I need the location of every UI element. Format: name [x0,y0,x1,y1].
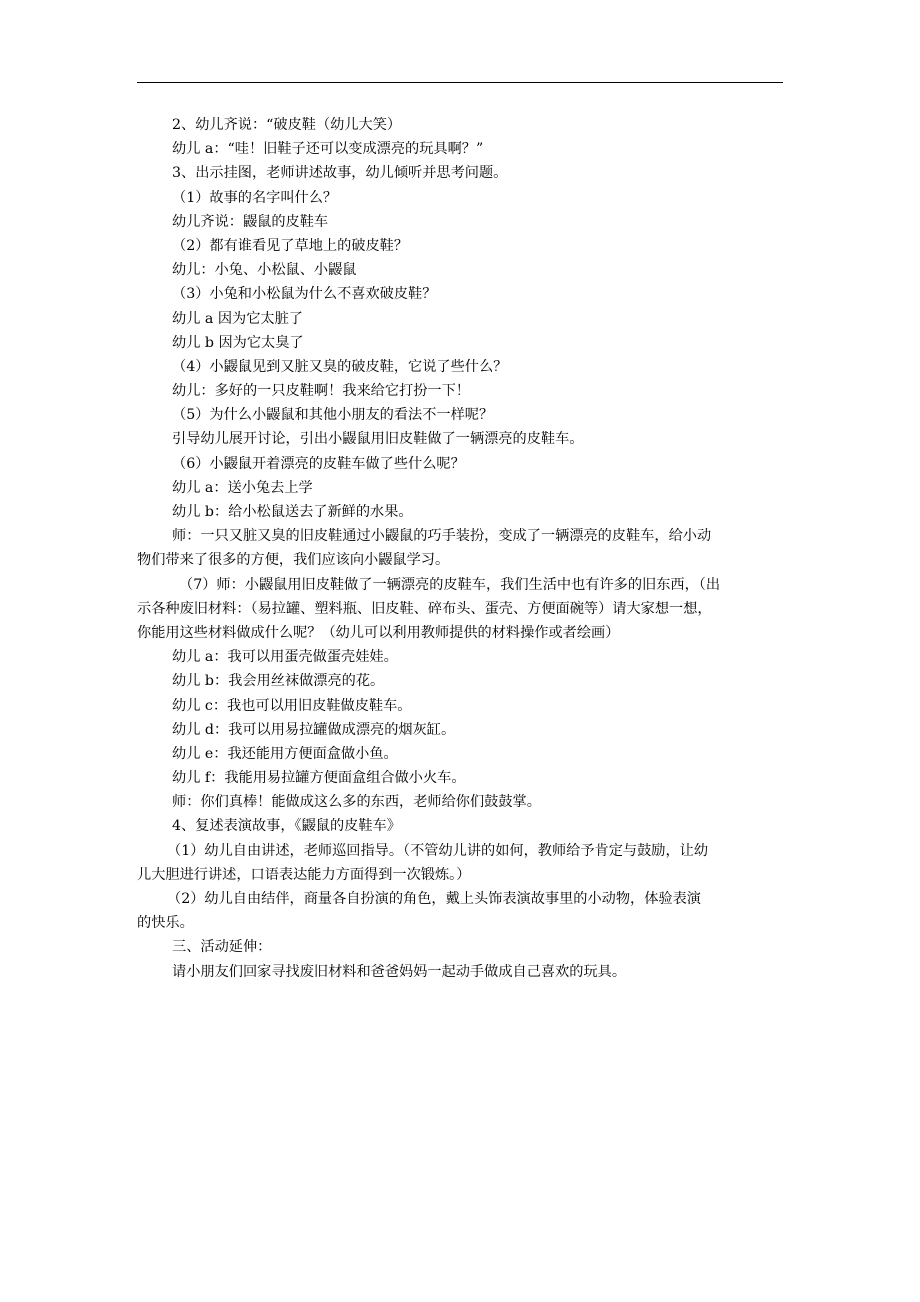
text-line: 2、幼儿齐说：“破皮鞋（幼儿大笑） [172,117,402,133]
text-line: 请小朋友们回家寻找废旧材料和爸爸妈妈一起动手做成自己喜欢的玩具。 [172,963,627,980]
text-line: 幼儿：小兔、小松鼠、小鼹鼠 [172,262,357,279]
text-line: （2）幼儿自由结伴，商量各自扮演的角色，戴上头饰表演故事里的小动物，体验表演 [167,891,701,907]
text-line: （5）为什么小鼹鼠和其他小朋友的看法不一样呢？ [172,407,494,424]
text-line: 示各种废旧材料：（易拉罐、塑料瓶、旧皮鞋、碎布头、蛋壳、方便面碗等）请大家想一想， [137,600,712,617]
text-line: 幼儿 f：我能用易拉罐方便面盒组合做小火车。 [172,770,466,787]
text-line: 你能用这些材料做成什么呢？（幼儿可以利用教师提供的材料操作或者绘画） [137,624,620,641]
text-line: 的快乐。 [137,915,194,932]
text-line: 幼儿齐说：鼹鼠的皮鞋车 [172,213,329,230]
text-line: 幼儿：多好的一只皮鞋啊！我来给它打扮一下！ [172,383,470,400]
text-line: 引导幼儿展开讨论，引出小鼹鼠用旧皮鞋做了一辆漂亮的皮鞋车。 [172,431,584,448]
text-line: 儿大胆进行讲述，口语表达能力方面得到一次锻炼。） [137,866,471,883]
document-body [137,113,784,984]
text-line: 幼儿 a：我可以用蛋壳做蛋壳娃娃。 [172,649,398,666]
text-line: （7）师：小鼹鼠用旧皮鞋做了一辆漂亮的皮鞋车，我们生活中也有许多的旧东西，（出 [179,576,721,593]
text-line: （6）小鼹鼠开着漂亮的皮鞋车做了些什么呢？ [172,455,465,472]
text-line: （3）小兔和小松鼠为什么不喜欢破皮鞋？ [172,286,437,303]
text-line: 幼儿 b：我会用丝袜做漂亮的花。 [172,673,385,690]
text-line: （2）都有谁看见了草地上的破皮鞋？ [172,237,409,254]
text-line: 幼儿 b 因为它太臭了 [172,334,304,351]
text-line: 幼儿 a 因为它太脏了 [172,310,303,327]
text-line: （1）故事的名字叫什么？ [172,189,338,206]
text-line: 3、出示挂图，老师讲述故事，幼儿倾听并思考问题。 [172,165,508,182]
text-line: 师：你们真棒！能做成这么多的东西，老师给你们鼓鼓掌。 [172,794,541,811]
text-line: （1）幼儿自由讲述，老师巡回指导。（不管幼儿讲的如何，教师给予肯定与鼓励，让幼 [167,842,709,859]
text-line: 幼儿 a：“哇！旧鞋子还可以变成漂亮的玩具啊？” [172,141,484,158]
text-line: 幼儿 e：我还能用方便面盒做小鱼。 [172,745,398,762]
text-line: 幼儿 a：送小兔去上学 [172,479,313,496]
text-line: 4、复述表演故事，《鼹鼠的皮鞋车》 [172,818,401,835]
text-line: 幼儿 c：我也可以用旧皮鞋做皮鞋车。 [172,697,412,714]
text-line: 幼儿 b：给小松鼠送去了新鲜的水果。 [172,504,413,520]
text-line: 幼儿 d：我可以用易拉罐做成漂亮的烟灰缸。 [172,721,456,738]
text-line: （4）小鼹鼠见到又脏又臭的破皮鞋，它说了些什么？ [172,358,508,375]
text-line: 物们带来了很多的方便，我们应该向小鼹鼠学习。 [137,552,450,569]
header-rule [137,82,783,83]
text-line: 三、活动延伸： [172,939,272,956]
text-line: 师：一只又脏又臭的旧皮鞋通过小鼹鼠的巧手装扮，变成了一辆漂亮的皮鞋车，给小动 [172,528,712,545]
